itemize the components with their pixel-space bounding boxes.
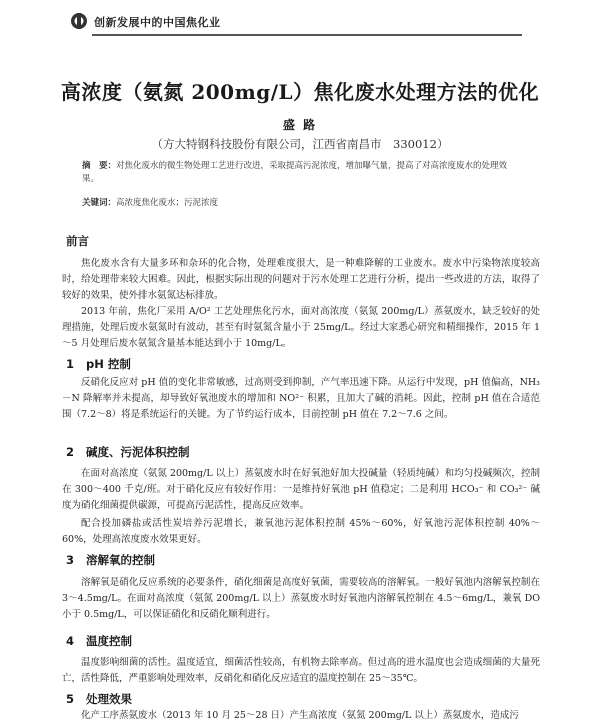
- section-number: 5: [66, 692, 75, 706]
- section-title: 温度控制: [86, 634, 132, 648]
- paragraph: 配合投加磷盐或活性炭培养污泥增长，兼氧池污泥体积控制 45%～60%，好氧池污泥体积控制 40%～60%，处理高浓度废水效果更好。: [62, 518, 540, 545]
- section-number: 1: [66, 357, 75, 371]
- journal-name: 创新发展中的中国焦化业: [94, 16, 221, 29]
- section-heading: [66, 444, 190, 460]
- section-title: 处理效果: [86, 692, 132, 706]
- affiliation: （方大特钢科技股份有限公司，江西省南昌市 330012）: [151, 137, 449, 151]
- abstract-text: 对焦化废水的微生物处理工艺进行改进，采取提高污泥浓度，增加曝气量，提高了对高浓度废水的处理效果。: [82, 161, 508, 184]
- header-rule: [92, 34, 522, 36]
- keywords-label: 关键词：: [82, 198, 117, 208]
- section-number: 4: [66, 634, 75, 648]
- section-heading: 前言: [66, 234, 89, 248]
- paragraph: 温度影响细菌的活性。温度适宜，细菌活性较高，有机物去除率高。但过高的进水温度也会造成细菌的大量死亡，活性降低，严重影响处理效率，反硝化和硝化反应适宜的温度控制在 25～35℃。: [62, 657, 540, 684]
- paragraph: 溶解氧是硝化反应系统的必要条件，硝化细菌是高度好氧菌，需要较高的溶解氧。一般好氧池内溶解氧控制在 3～4.5mg/L。在面对高浓度（氨氮 200mg/L 以上）蒸氨废水时好氧池内溶解氧控制在 4.5～6mg/L，兼氧 DO 小于 0.5mg/L，可以保证硝化和反硝化顺利进行。: [62, 577, 540, 620]
- section-heading: [66, 691, 132, 707]
- section-title: pH 控制: [86, 357, 131, 371]
- keywords-text: 高浓度焦化废水；污泥浓度: [116, 198, 219, 208]
- author: 盛 路: [282, 118, 318, 132]
- paragraph: 反硝化反应对 pH 值的变化非常敏感，过高则受到抑制，产气率迅速下降。从运行中发现，pH 值偏高，NH₃－N 降解率并未提高，却导致好氧池废水的增加和 NO²⁻ 积累，且加大了碱的消耗。因此，控制 pH 值在合适范围（7.2～8）将是系统运行的关键。为了节约运行成本，目前控制 pH 值在 7.2～7.6 之间。: [62, 377, 540, 420]
- abstract: [82, 160, 522, 186]
- paragraph: 在面对高浓度（氨氮 200mg/L 以上）蒸氨废水时在好氧池好加大投碱量（轻质纯碱）和均匀投碱频次，控制在 300～400 千克/班。对于硝化反应有较好作用：一是维持好氧池 pH 值稳定；二是利用 HCO₃⁻ 和 CO₃²⁻ 碱度为硝化细菌提供碳源，可提高污泥活性，提高反应效率。: [62, 468, 540, 511]
- section-title: 碱度、污泥体积控制: [86, 445, 190, 459]
- running-header: [0, 0, 600, 44]
- section-heading: [66, 633, 132, 649]
- abstract-label: 摘 要：: [82, 161, 117, 171]
- keywords: [82, 197, 522, 210]
- paper-title: 高浓度（氨氮 200mg/L）焦化废水处理方法的优化: [60, 80, 540, 104]
- paragraph: 化产工序蒸氨废水（2013 年 10 月 25～28 日）产生高浓度（氨氮 200mg/L 以上）蒸氨废水，造成污: [81, 710, 519, 721]
- paragraph: 2013 年前，焦化厂采用 A/O² 工艺处理焦化污水，面对高浓度（氨氮 200mg/L）蒸氨废水，缺乏较好的处理措施，处理后废水氨氮时有波动，甚至有时氨氮含量小于 25mg/L。经过大家悉心研究和精细操作，2015 年 1～5 月处理后废水氨氮含量基本能达到小于 10mg/L。: [62, 306, 540, 349]
- section-title: 溶解氧的控制: [86, 553, 155, 567]
- journal-logo-icon: [70, 12, 88, 30]
- section-number: 3: [66, 553, 75, 567]
- section-heading: [66, 356, 131, 372]
- paragraph: 焦化废水含有大量多环和杂环的化合物，处理难度很大，是一种难降解的工业废水。废水中污染物浓度较高时，给处理带来较大困难。因此，根据实际出现的问题对于污水处理工艺进行分析，提出一些改进的方法，取得了较好的效果，使外排水氨氮达标排放。: [62, 258, 540, 301]
- section-heading: [66, 552, 155, 568]
- section-number: 2: [66, 445, 75, 459]
